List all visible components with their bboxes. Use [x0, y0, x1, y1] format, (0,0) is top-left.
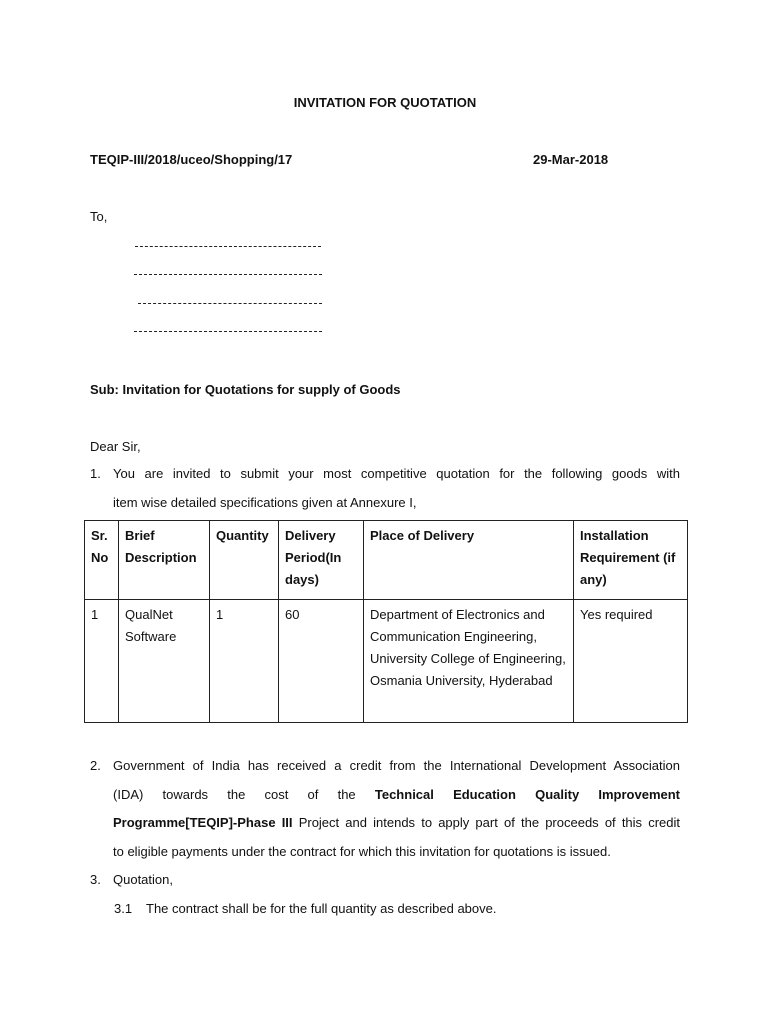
address-line-blank-2	[134, 274, 322, 275]
header-quantity: Quantity	[210, 521, 279, 600]
paragraph-3-number: 3.	[90, 872, 101, 887]
cell-place-of-delivery: Department of Electronics and Communication Engineering, University College of Engineering, Osmania University, Hyderabad	[364, 600, 574, 723]
items-table	[84, 520, 688, 723]
greeting: Dear Sir,	[90, 439, 141, 454]
table-header-row	[85, 521, 688, 600]
cell-sr-no: 1	[85, 600, 119, 723]
address-line-blank-4	[134, 331, 322, 332]
programme-name-part-2: Programme[TEQIP]-Phase III	[113, 815, 293, 830]
paragraph-2-line-3-text: Project and intends to apply part of the proceeds of this credit	[298, 815, 680, 830]
paragraph-1-line-2: item wise detailed specifications given at Annexure I,	[113, 494, 417, 510]
header-place-of-delivery: Place of Delivery	[364, 521, 574, 600]
clause-3-1-number: 3.1	[114, 901, 133, 916]
document-date: 29-Mar-2018	[533, 152, 609, 167]
paragraph-3-text: Quotation,	[113, 872, 173, 887]
clause-3-1	[114, 901, 496, 916]
cell-quantity: 1	[210, 600, 279, 723]
clause-3-1-text: The contract shall be for the full quantity as described above.	[146, 901, 497, 916]
paragraph-1-line-1: You are invited to submit your most competitive quotation for the following goods with	[113, 466, 680, 481]
paragraph-2-line-2-text: (IDA) towards the cost of the	[113, 786, 356, 802]
paragraph-2-line-2	[113, 781, 680, 810]
document-title: INVITATION FOR QUOTATION	[293, 95, 477, 110]
paragraph-1	[90, 460, 680, 517]
addressee-label: To,	[90, 209, 108, 224]
address-line-blank-1	[135, 246, 321, 247]
cell-delivery-period: 60	[279, 600, 364, 723]
header-delivery-period: Delivery Period(In days)	[279, 521, 364, 600]
paragraph-2	[90, 752, 680, 866]
table-row	[85, 600, 688, 723]
paragraph-2-number: 2.	[90, 758, 101, 773]
header-sr-no: Sr. No	[85, 521, 119, 600]
paragraph-3	[90, 866, 680, 895]
paragraph-1-number: 1.	[90, 466, 101, 481]
address-line-blank-3	[138, 303, 322, 304]
header-installation: Installation Requirement (if any)	[574, 521, 688, 600]
cell-installation: Yes required	[574, 600, 688, 723]
reference-number: TEQIP-III/2018/uceo/Shopping/17	[90, 152, 293, 167]
header-description: Brief Description	[119, 521, 210, 600]
paragraph-2-line-1: Government of India has received a credit from the International Development Association	[113, 758, 680, 773]
paragraph-2-line-4: to eligible payments under the contract for which this invitation for quotations is issued.	[113, 843, 611, 859]
subject-line: Sub: Invitation for Quotations for supply of Goods	[90, 382, 401, 397]
cell-description: QualNet Software	[119, 600, 210, 723]
programme-name-part-1: Technical Education Quality Improvement	[374, 786, 680, 802]
paragraph-2-line-3	[113, 809, 680, 838]
